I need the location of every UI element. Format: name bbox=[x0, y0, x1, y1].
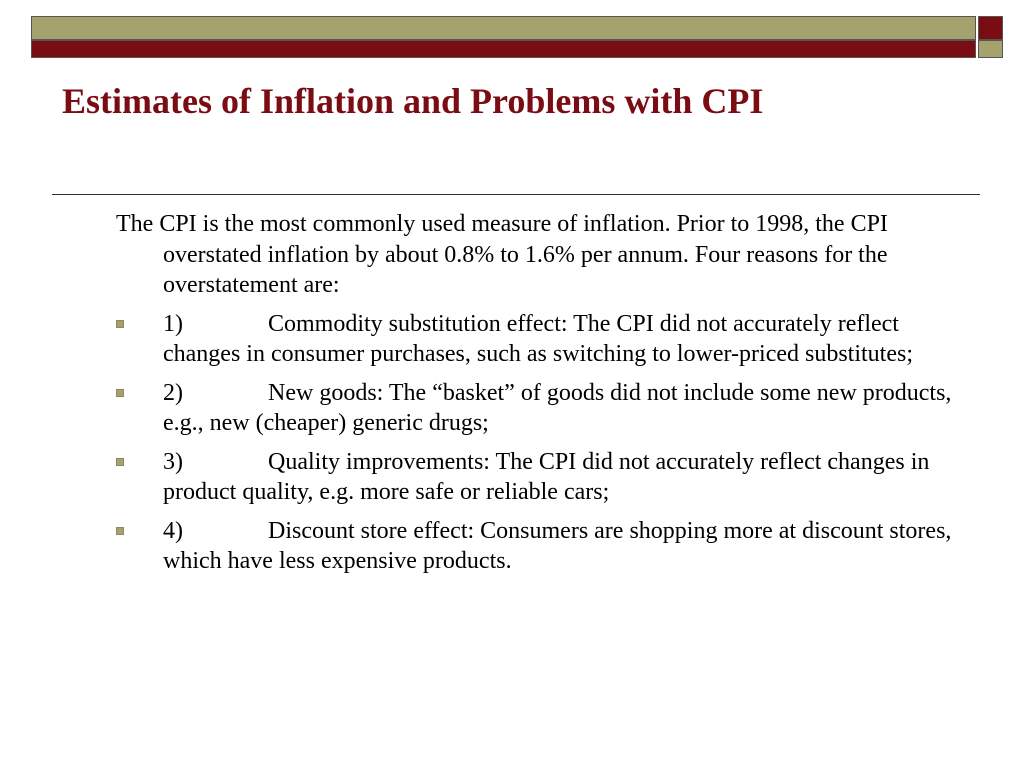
square-bullet-icon bbox=[116, 320, 124, 328]
list-item bbox=[116, 378, 956, 439]
header-square-olive bbox=[978, 40, 1003, 58]
list-item bbox=[116, 516, 956, 577]
item-number: 4) bbox=[163, 517, 183, 544]
slide-title: Estimates of Inflation and Problems with CPI bbox=[62, 81, 764, 121]
list-item bbox=[116, 447, 956, 508]
header-bar-olive bbox=[31, 16, 976, 40]
item-text: New goods: The “basket” of goods did not include some new products, e.g., new (cheaper) generic drugs; bbox=[163, 379, 952, 436]
item-number: 2) bbox=[163, 379, 183, 406]
title-divider bbox=[52, 194, 980, 195]
slide-body bbox=[116, 209, 956, 585]
square-bullet-icon bbox=[116, 389, 124, 397]
square-bullet-icon bbox=[116, 527, 124, 535]
header-bar-maroon bbox=[31, 40, 976, 58]
list-item bbox=[116, 309, 956, 370]
item-number: 1) bbox=[163, 310, 183, 337]
header-square-maroon bbox=[978, 16, 1003, 40]
intro-paragraph: The CPI is the most commonly used measure of inflation. Prior to 1998, the CPI overstated inflation by about 0.8% to 1.6% per annum. Four reasons for the overstatement are: bbox=[116, 211, 888, 298]
item-text: Quality improvements: The CPI did not accurately reflect changes in product quality, e.g. more safe or reliable cars; bbox=[163, 448, 930, 505]
item-text: Discount store effect: Consumers are shopping more at discount stores, which have less expensive products. bbox=[163, 517, 952, 574]
item-number: 3) bbox=[163, 448, 183, 475]
square-bullet-icon bbox=[116, 458, 124, 466]
item-text: Commodity substitution effect: The CPI did not accurately reflect changes in consumer purchases, such as switching to lower-priced substitutes; bbox=[163, 310, 914, 367]
